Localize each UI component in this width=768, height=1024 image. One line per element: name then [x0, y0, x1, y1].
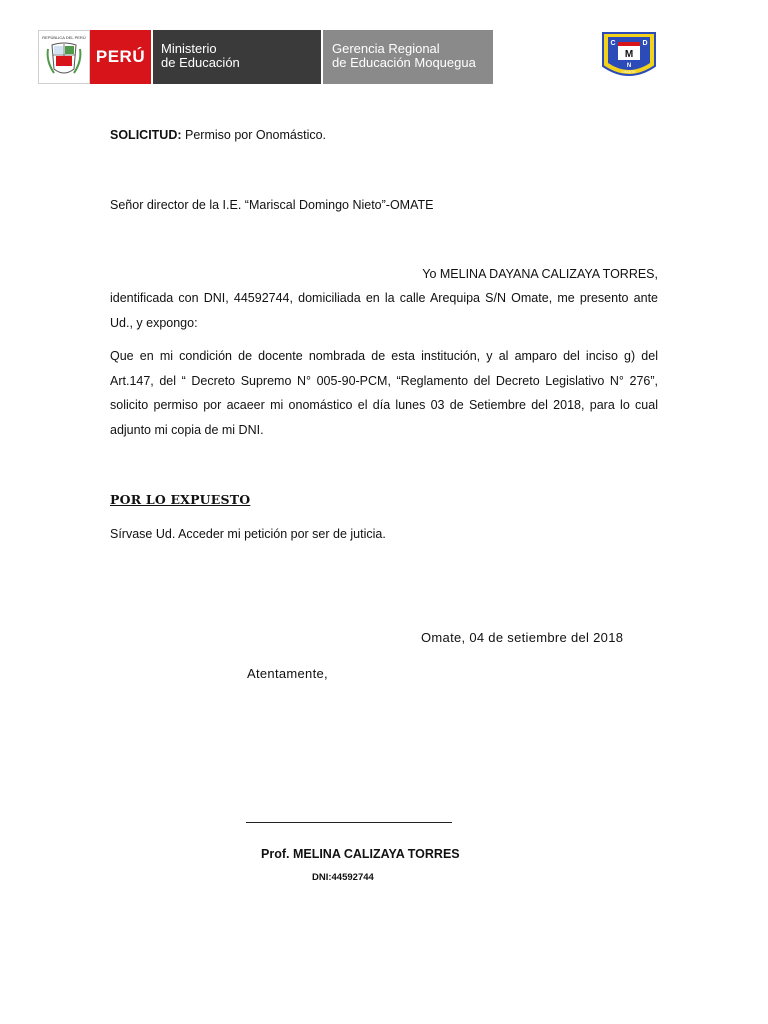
country-label: PERÚ [95, 47, 146, 66]
place-date: Omate, 04 de setiembre del 2018 [421, 630, 624, 645]
crest-letter-n: N [626, 63, 632, 69]
regional-line-1: Gerencia Regional [332, 41, 440, 56]
crest-letter-c: C [610, 40, 616, 47]
body-line-4: adjunto mi copia de mi DNI. [110, 422, 264, 437]
shield-caption: REPÚBLICA DEL PERÚ [42, 35, 86, 40]
subject-text: Permiso por Onomástico. [181, 128, 327, 142]
crest-letter-d: D [642, 40, 648, 47]
subject-label: SOLICITUD: [110, 128, 182, 142]
signer-name: Prof. MELINA CALIZAYA TORRES [261, 847, 460, 861]
peru-brand-block [90, 30, 151, 84]
addressee: Señor director de la I.E. “Mariscal Domingo Nieto”-OMATE [110, 198, 434, 212]
closing: Atentamente, [247, 666, 328, 681]
school-crest-logo [600, 30, 658, 82]
ministry-block [153, 30, 321, 84]
regional-office-block [323, 30, 493, 84]
intro-line-1: Yo MELINA DAYANA CALIZAYA TORRES, [422, 267, 658, 281]
signer-dni: DNI:44592744 [312, 872, 374, 883]
body-line-1: Que en mi condición de docente nombrada de esta institución, y al amparo del inciso g) del [110, 349, 658, 363]
subject-line [110, 127, 326, 143]
ministry-line-1: Ministerio [161, 41, 217, 56]
crest-letter-m: M [624, 49, 634, 60]
body-line-2: Art.147, del “ Decreto Supremo N° 005-90-PCM, “Reglamento del Decreto Legislativo N° 276”, [110, 373, 658, 388]
signature-line [246, 822, 452, 823]
body-paragraph [110, 344, 658, 442]
intro-paragraph [110, 286, 658, 335]
request-text: Sírvase Ud. Acceder mi petición por ser de juticia. [110, 527, 386, 541]
body-line-3: solicito permiso por acaeer mi onomástico el día lunes 03 de Setiembre del 2018, para lo cual [110, 398, 658, 412]
intro-line-3: Ud., y expongo: [110, 315, 198, 330]
peru-coat-of-arms-logo [38, 30, 90, 84]
regional-line-2: de Educación Moquegua [332, 55, 476, 70]
coat-of-arms-icon [42, 33, 86, 81]
ministry-line-2: de Educación [161, 55, 240, 70]
crest-caption: OMATE [622, 69, 636, 74]
por-lo-expuesto-heading: POR LO EXPUESTO [110, 492, 251, 507]
intro-line-2: identificada con DNI, 44592744, domiciliada en la calle Arequipa S/N Omate, me presento ante [110, 291, 658, 305]
